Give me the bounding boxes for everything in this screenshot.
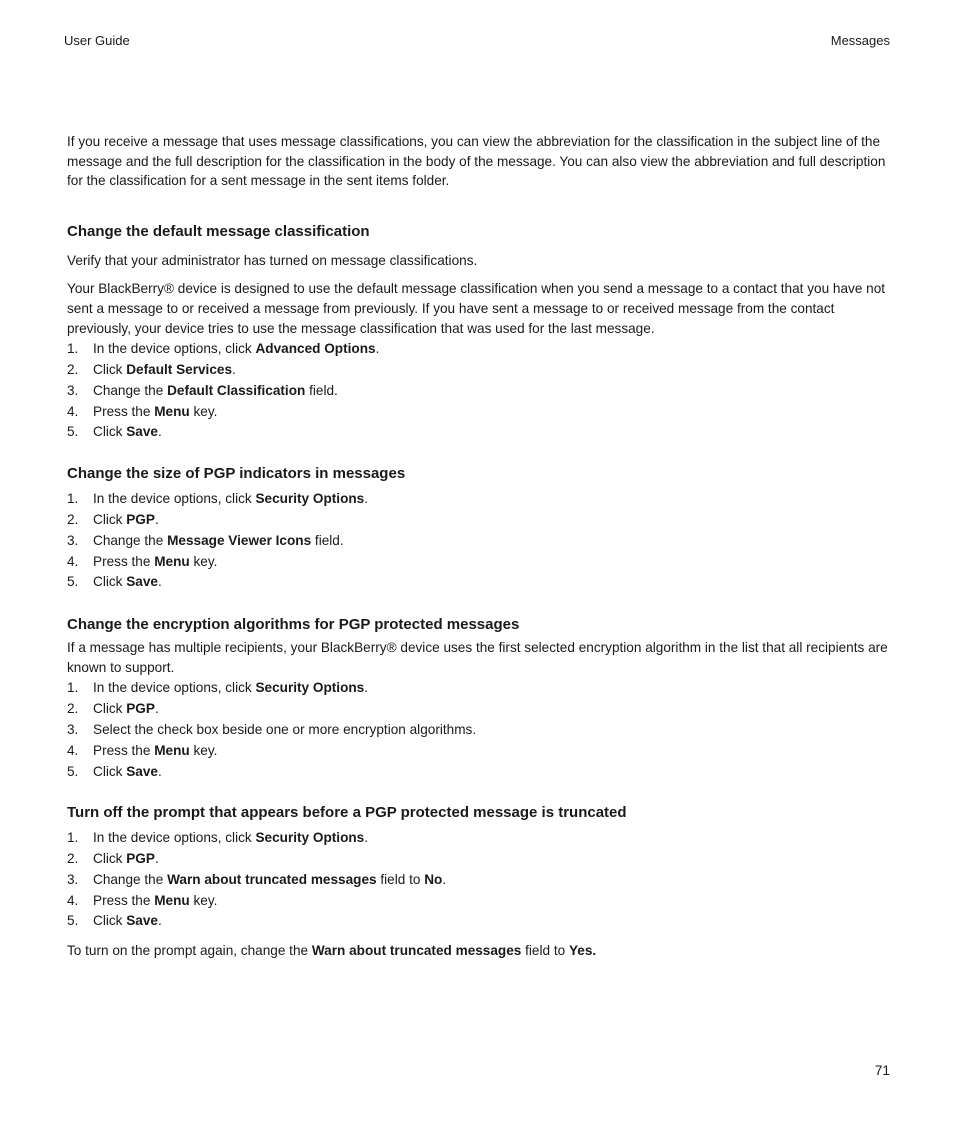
- list-item: 4. Press the Menu key.: [67, 742, 218, 758]
- section-heading-truncation-prompt: Turn off the prompt that appears before a PGP protected message is truncated: [67, 804, 627, 822]
- list-item: 3. Change the Default Classification field.: [67, 382, 338, 398]
- steps-list: [67, 489, 893, 593]
- steps-list: [67, 339, 893, 443]
- list-item: 5. Click Save.: [67, 574, 162, 590]
- list-item: 5. Click Save.: [67, 913, 162, 929]
- list-item: 4. Press the Menu key.: [67, 403, 218, 419]
- list-item: 3. Select the check box beside one or more encryption algorithms.: [67, 721, 477, 737]
- list-item: 4. Press the Menu key.: [67, 553, 218, 569]
- list-item: 1. In the device options, click Security Options.: [67, 830, 369, 846]
- list-item: 2. Click Default Services.: [67, 361, 236, 377]
- intro-paragraph: If you receive a message that uses message classifications, you can view the abbreviation for the classification in the subject line of the message and the full description for the classification in the body of the message. You can also view the abbreviation and full description for the classification for a sent message in the sent items folder.: [67, 134, 886, 189]
- page-content: [67, 132, 893, 961]
- list-item: 1. In the device options, click Security Options.: [67, 491, 369, 507]
- steps-list: [67, 828, 893, 932]
- section-paragraph: Your BlackBerry® device is designed to use the default message classification when you send a message to a contact that you have not sent a message to or received a message from previously. If you have sent a message to or received message from the contact previously, your device tries to use the message classification that was used for the last message.: [67, 281, 886, 336]
- section-paragraph: If a message has multiple recipients, your BlackBerry® device uses the first selected encryption algorithm in the list that all recipients are known to support.: [67, 640, 888, 675]
- list-item: 2. Click PGP.: [67, 701, 159, 717]
- steps-list: [67, 678, 893, 782]
- list-item: 1. In the device options, click Security Options.: [67, 680, 369, 696]
- list-item: 2. Click PGP.: [67, 851, 159, 867]
- list-item: 5. Click Save.: [67, 763, 162, 779]
- list-item: 3. Change the Message Viewer Icons field.: [67, 532, 344, 548]
- page-number: 71: [874, 1063, 890, 1078]
- running-header-section: Messages: [830, 33, 890, 48]
- list-item: 4. Press the Menu key.: [67, 892, 218, 908]
- list-item: 2. Click PGP.: [67, 511, 159, 527]
- section-heading-encryption-algorithms: Change the encryption algorithms for PGP protected messages: [67, 616, 520, 634]
- list-item: 5. Click Save.: [67, 424, 162, 440]
- closing-note: To turn on the prompt again, change the Warn about truncated messages field to Yes.: [67, 943, 597, 959]
- running-header-title: User Guide: [64, 33, 130, 48]
- section-heading-pgp-indicators: Change the size of PGP indicators in messages: [67, 465, 406, 483]
- section-heading-default-classification: Change the default message classification: [67, 222, 370, 240]
- list-item: 3. Change the Warn about truncated messages field to No.: [67, 871, 447, 887]
- section-paragraph: Verify that your administrator has turned on message classifications.: [67, 252, 478, 268]
- list-item: 1. In the device options, click Advanced Options.: [67, 341, 380, 357]
